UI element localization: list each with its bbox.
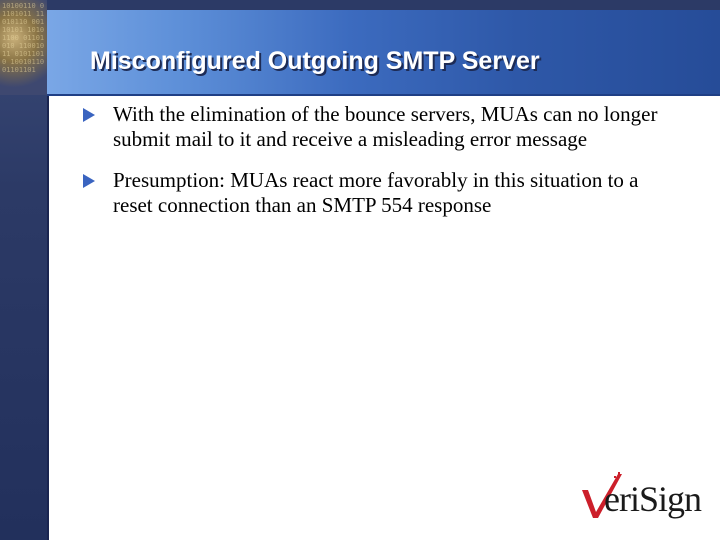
top-bar	[47, 0, 720, 10]
bullet-text: With the elimination of the bounce servers, MUAs can no longer submit mail to it and receive a misleading error message	[113, 102, 658, 151]
bullet-item	[80, 168, 680, 218]
verisign-logo	[578, 470, 708, 522]
handshake-image: 10100110 01101011 11010110 00110101 10101100 01101010 11001011 01011010 10010110 01101101	[0, 0, 47, 95]
bullet-item	[80, 102, 680, 152]
bullet-text: Presumption: MUAs react more favorably in this situation to a reset connection than an SMTP 554 response	[113, 168, 639, 217]
triangle-bullet-icon	[83, 174, 95, 188]
logo-wordmark: eriSign	[604, 479, 701, 519]
triangle-bullet-icon	[83, 108, 95, 122]
bullet-list	[80, 102, 680, 234]
title-band	[47, 10, 720, 94]
slide-title: Misconfigured Outgoing SMTP Server	[90, 47, 540, 75]
